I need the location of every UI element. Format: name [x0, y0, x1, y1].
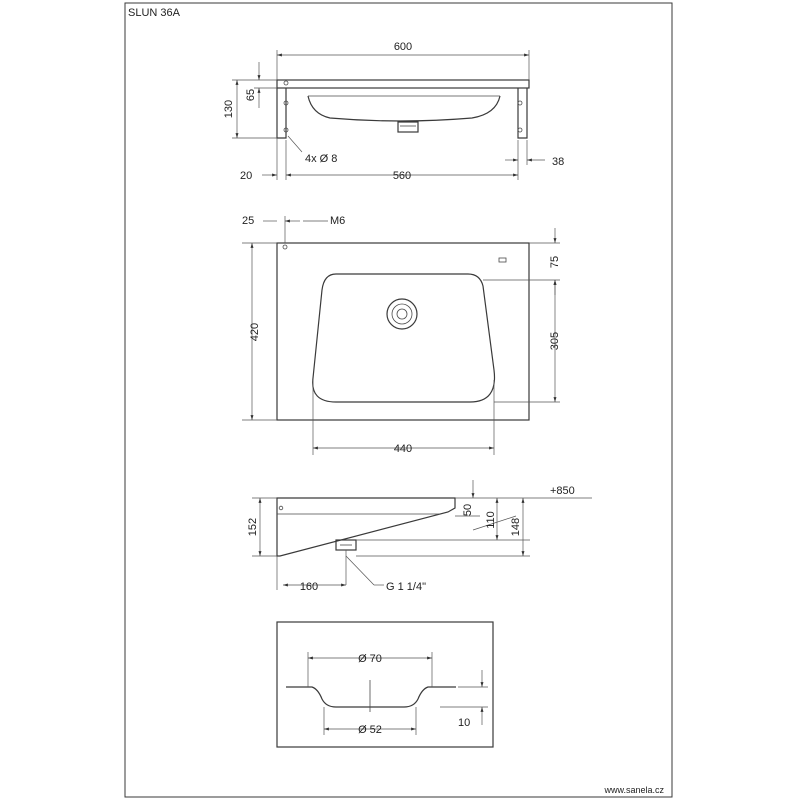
dim-20: 20: [240, 170, 253, 182]
side-view: [247, 480, 592, 593]
front-rim: [277, 80, 529, 88]
label-waste-thread: G 1 1/4": [386, 581, 426, 593]
label-m6: M6: [330, 215, 346, 227]
dim-130: 130: [223, 99, 235, 119]
drawing-title: SLUN 36A: [128, 7, 180, 19]
detail-view: [277, 622, 493, 747]
dim-420: 420: [249, 322, 261, 342]
side-profile: [277, 498, 455, 556]
dim-600: 600: [393, 41, 413, 53]
dim-75: 75: [549, 255, 561, 269]
dim-305: 305: [549, 331, 561, 351]
dim-152: 152: [247, 517, 259, 537]
dim-65: 65: [245, 88, 257, 102]
drain-section: [286, 687, 456, 707]
dim-110: 110: [485, 511, 497, 529]
dim-10: 10: [458, 717, 471, 729]
dim-38: 38: [552, 156, 565, 168]
front-view: [223, 41, 564, 182]
dim-560: 560: [392, 170, 412, 182]
dim-25: 25: [242, 215, 255, 227]
dim-440: 440: [393, 443, 413, 455]
waste-outlet: [398, 122, 418, 132]
drain-grate: [387, 299, 417, 329]
right-bracket: [518, 88, 527, 138]
dim-148: 148: [510, 517, 522, 537]
bowl-outline: [313, 274, 495, 402]
basin-profile: [308, 96, 500, 121]
dim-dia-52: Ø 52: [358, 724, 382, 736]
left-bracket: [277, 88, 286, 138]
website-url: www.sanela.cz: [604, 785, 664, 795]
top-view: [242, 215, 561, 455]
label-mount-height: +850: [550, 485, 575, 497]
label-holes: 4x Ø 8: [305, 153, 338, 165]
dim-50: 50: [462, 503, 474, 517]
dim-160: 160: [299, 581, 319, 593]
dim-dia-70: Ø 70: [358, 653, 382, 665]
